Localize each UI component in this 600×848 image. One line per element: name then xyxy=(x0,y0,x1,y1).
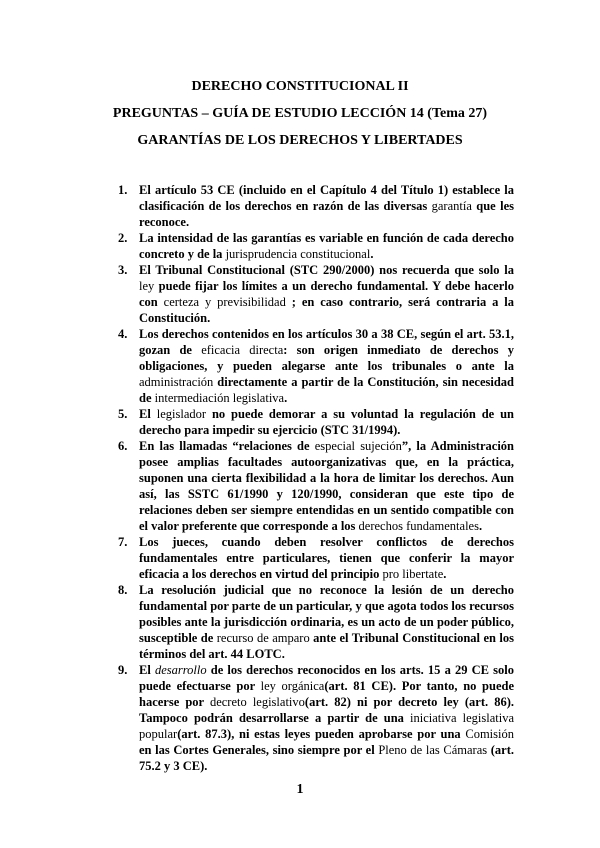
question-text-segment: El Tribunal Constitucional (STC 290/2000) nos recuerda que solo la xyxy=(139,263,514,277)
question-text-segment: . xyxy=(370,247,374,261)
question-text-segment: Los jueces, cuando deben resolver conflictos de derechos fundamentales entre particulares, tienen que conferir la mayor eficacia a los derechos en virtud del principio xyxy=(139,535,514,581)
question-text-segment: desarrollo xyxy=(154,663,207,677)
question-number: 4. xyxy=(118,327,128,341)
question-text-segment: La resolución judicial que no reconoce la lesión de un derecho fundamental por parte de un particular, y que agota todos los recursos posibles ante la jurisdicción ordinaria, es un acto de un poder público, susceptible de xyxy=(139,583,514,645)
question-list xyxy=(0,182,600,774)
question-text-segment: El xyxy=(139,663,155,677)
question-text xyxy=(139,230,514,262)
question-text xyxy=(139,438,514,534)
question-text xyxy=(139,582,514,662)
question-text-segment: intermediación legislativa xyxy=(154,391,285,405)
question-text-segment: pro libertate xyxy=(382,567,444,581)
question-text-segment: administración xyxy=(139,375,214,389)
question-text-segment: . xyxy=(478,519,483,533)
question-text-segment: legislador xyxy=(156,407,207,421)
question-text-segment: puede fijar los límites a un derecho fundamental. Y debe hacerlo con xyxy=(139,279,514,309)
question-text-segment: (art. 82) ni por decreto ley (art. 86). Tampoco podrán desarrollarse a partir de una xyxy=(139,695,514,725)
question-text-segment: Pleno de las Cámaras xyxy=(378,743,488,757)
question-text-segment: certeza y previsibilidad xyxy=(163,295,286,309)
question-text-segment: (art. 87.3), ni estas leyes pueden aprobarse por una xyxy=(177,727,466,741)
question-text-segment: en las Cortes Generales, sino siempre por el xyxy=(139,743,379,757)
question-text-segment: ley xyxy=(139,279,155,293)
question-number: 5. xyxy=(118,407,128,421)
question-text-segment: ; en caso contrario, será contraria a la Constitución. xyxy=(139,295,514,325)
question-text xyxy=(139,662,514,774)
question-text-segment: que les reconoce. xyxy=(139,199,514,229)
question-text-segment: La intensidad de las garantías es variable en función de cada derecho concreto y de la xyxy=(139,231,514,261)
question-number: 7. xyxy=(118,535,128,549)
question-item xyxy=(0,326,600,406)
question-text xyxy=(139,326,514,406)
question-item xyxy=(0,582,600,662)
question-item xyxy=(0,438,600,534)
question-text xyxy=(139,182,514,230)
question-number: 9. xyxy=(118,663,128,677)
question-text-segment: (art. 81 CE). Por tanto, no puede hacerse por xyxy=(139,679,515,709)
page-number: 1 xyxy=(296,782,304,797)
document-subtitle: PREGUNTAS – GUÍA DE ESTUDIO LECCIÓN 14 (Tema 27) xyxy=(112,106,488,121)
question-item xyxy=(0,406,600,438)
document-topic: GARANTÍAS DE LOS DERECHOS Y LIBERTADES xyxy=(137,133,463,148)
question-text-segment: ante el Tribunal Constitucional en los términos del art. 44 LOTC. xyxy=(139,631,514,661)
question-text-segment: derechos fundamentales xyxy=(358,519,479,533)
question-number: 3. xyxy=(118,263,128,277)
question-number: 8. xyxy=(118,583,128,597)
question-text-segment: El artículo 53 CE (incluido en el Capítulo 4 del Título 1) establece la clasificación de los derechos en razón de las diversas xyxy=(139,183,514,213)
question-text-segment: garantía xyxy=(431,199,472,213)
question-text-segment: ”, la Administración posee amplias facultades autoorganizativas que, en la práctica, suponen una cierta flexibilidad a la hora de limitar los derechos. Aun así, las SSTC 61/1990 y 120/1990, consideran que este tipo de relaciones deben ser siempre entendidas en un sentido compatible con el valor preferente que corresponde a los xyxy=(139,439,514,533)
question-text-segment: especial sujeción xyxy=(314,439,402,453)
document-title: DERECHO CONSTITUCIONAL II xyxy=(191,79,409,94)
question-item xyxy=(0,534,600,582)
question-text-segment: directamente a partir de la Constitución, sin necesidad de xyxy=(139,375,514,405)
question-text-segment: ley orgánica xyxy=(260,679,325,693)
question-number: 1. xyxy=(118,183,128,197)
question-text-segment: : son origen inmediato de derechos y obligaciones, y pueden alegarse ante los tribunales o ante la xyxy=(139,343,515,373)
question-text-segment: (art. 75.2 y 3 CE). xyxy=(139,743,515,773)
question-text xyxy=(139,534,514,582)
question-item xyxy=(0,182,600,230)
question-text-segment: Comisión xyxy=(465,727,514,741)
question-text-segment: . xyxy=(284,391,288,405)
question-number: 2. xyxy=(118,231,128,245)
question-text-segment: no puede demorar a su voluntad la regulación de un derecho para impedir su ejercicio (STC 31/1994). xyxy=(139,407,515,437)
question-text-segment: eficacia directa xyxy=(201,343,284,357)
question-item xyxy=(0,662,600,774)
question-text-segment: Los derechos contenidos en los artículos 30 a 38 CE, según el art. 53.1, gozan de xyxy=(139,327,514,357)
question-item xyxy=(0,230,600,262)
question-text-segment: El xyxy=(139,407,157,421)
question-number: 6. xyxy=(118,439,128,453)
question-text-segment: de los derechos reconocidos en los arts. 15 a 29 CE solo puede efectuarse por xyxy=(139,663,514,693)
question-text-segment: . xyxy=(443,567,447,581)
question-text xyxy=(139,262,514,326)
question-text xyxy=(139,406,514,438)
question-text-segment: decreto legislativo xyxy=(209,695,305,709)
question-text-segment: iniciativa legislativa popular xyxy=(139,711,514,741)
question-item xyxy=(0,262,600,326)
question-text-segment: En las llamadas “relaciones de xyxy=(139,439,315,453)
question-text-segment: recurso de amparo xyxy=(216,631,310,645)
question-text-segment: jurisprudencia constitucional xyxy=(225,247,371,261)
